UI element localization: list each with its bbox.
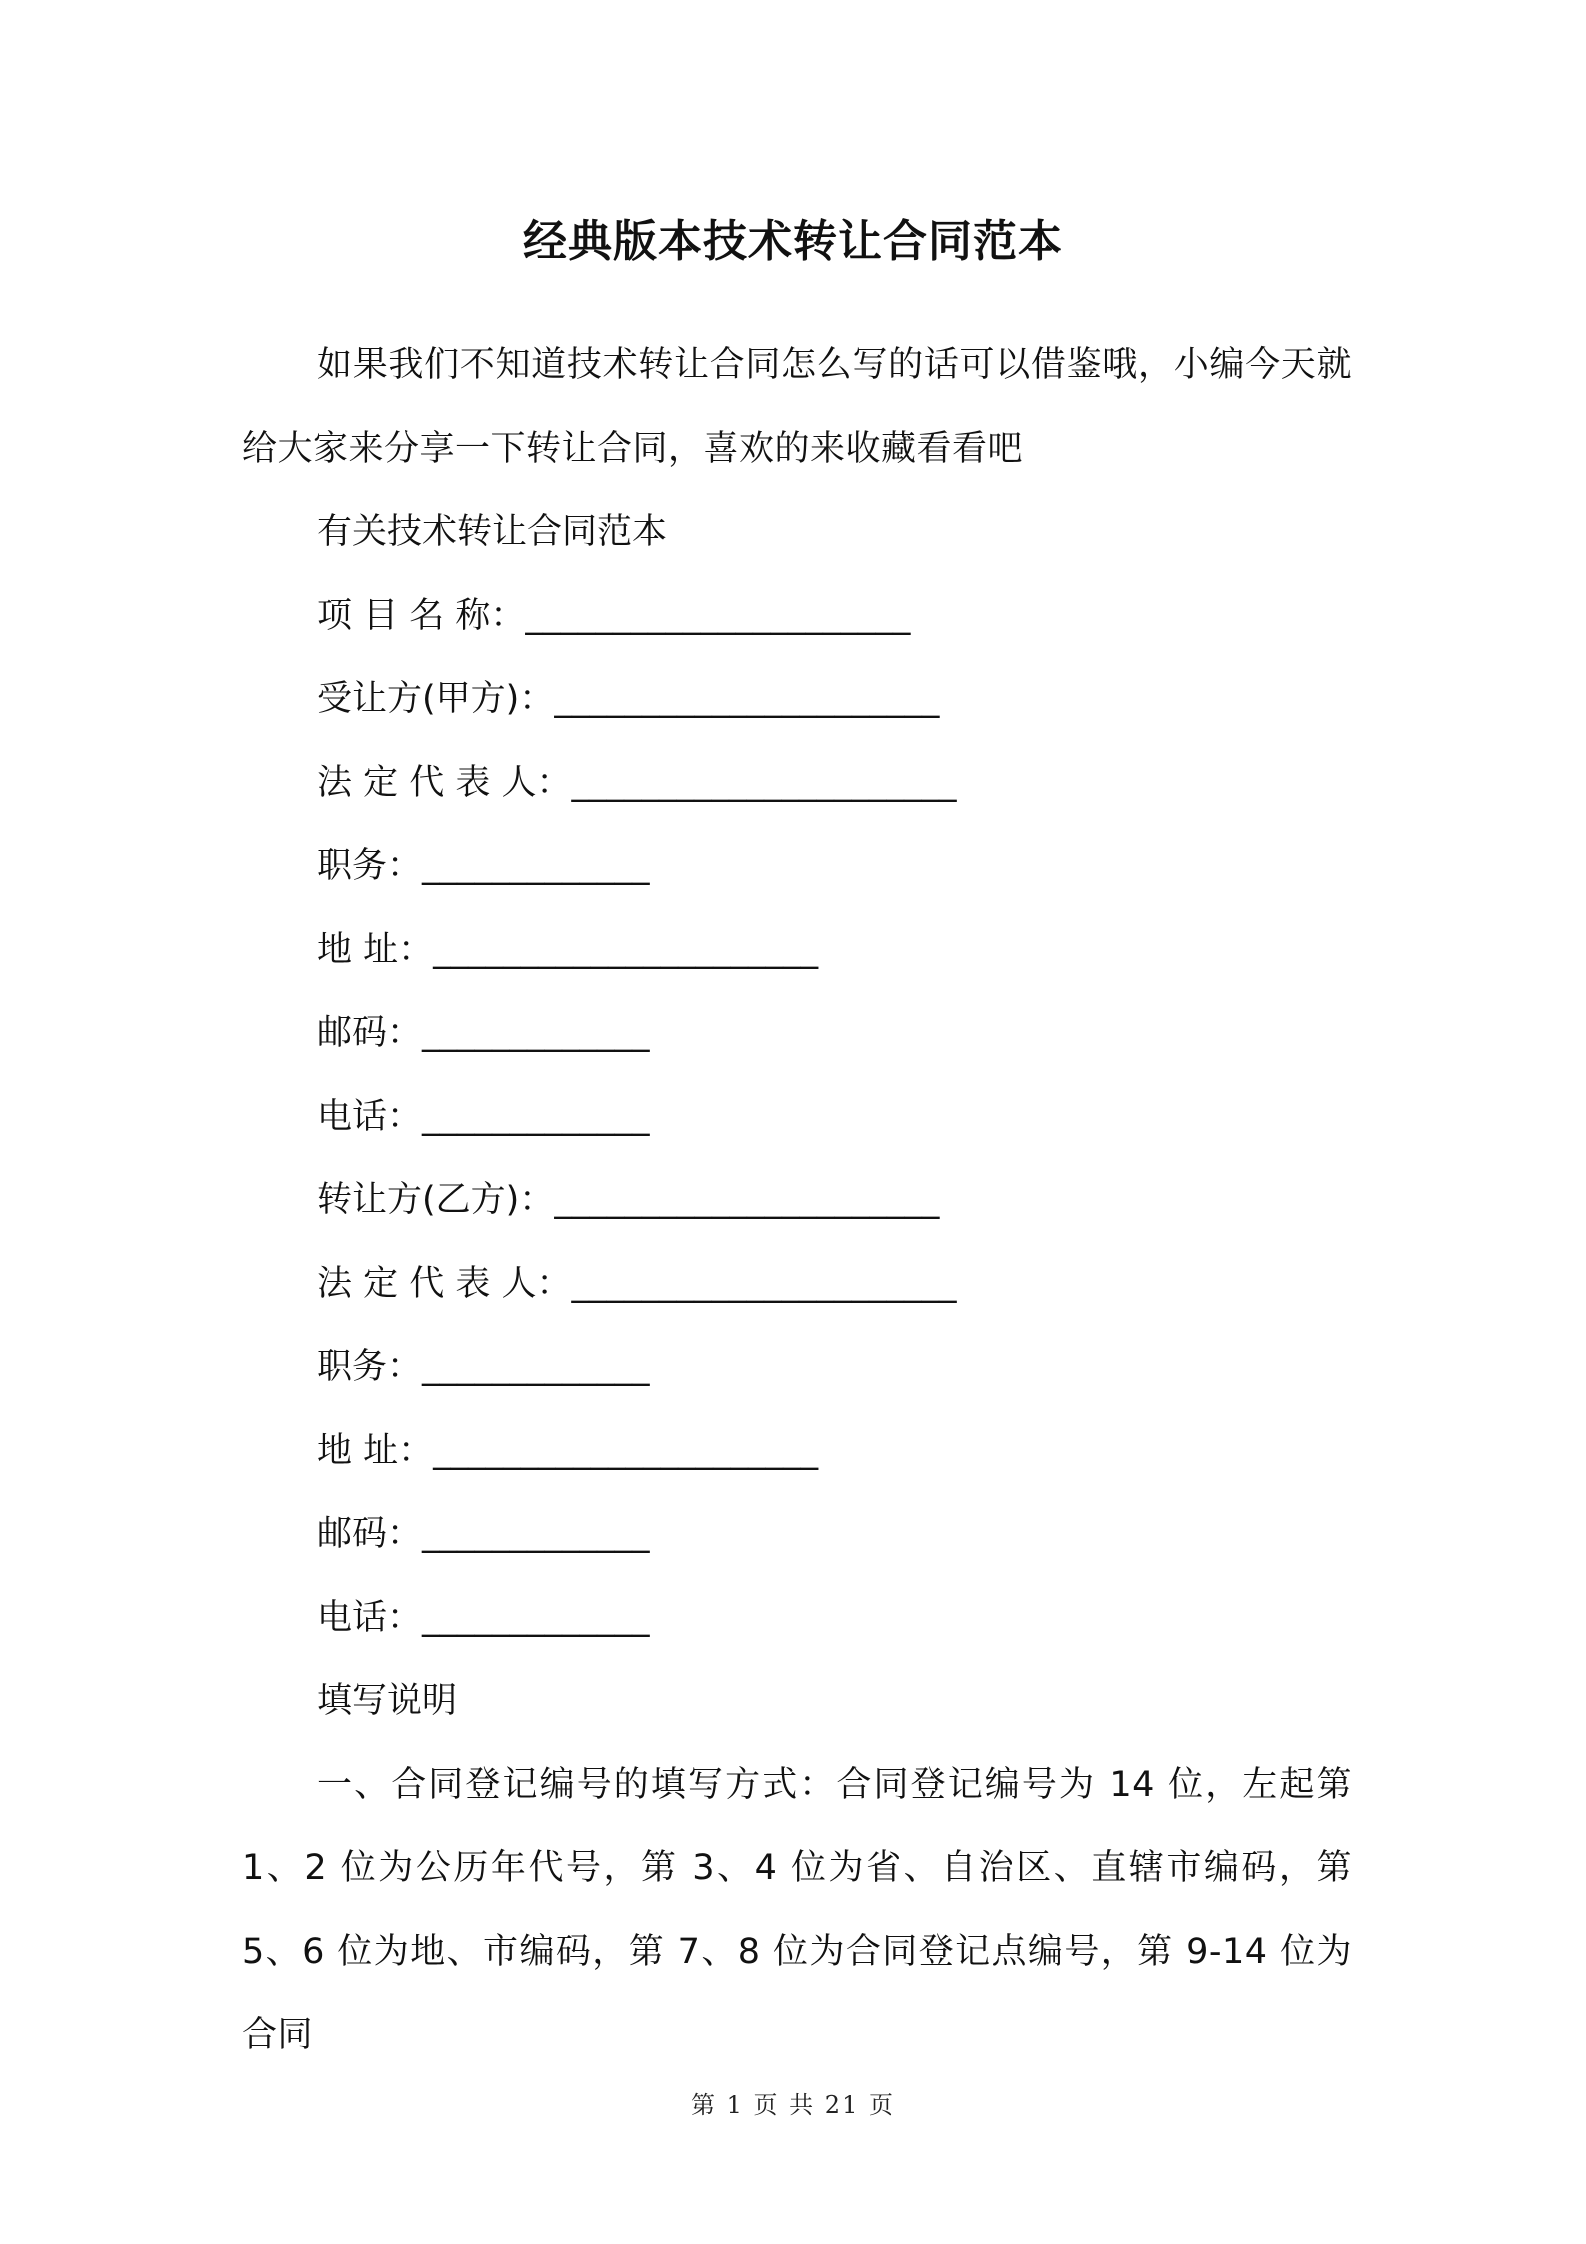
field-blank: _____________	[422, 1597, 650, 1638]
field-label: 职务：	[317, 846, 423, 886]
field-party-b	[242, 1159, 1352, 1243]
field-blank: _____________	[422, 1096, 650, 1137]
page-footer: 第 1 页 共 21 页	[691, 2091, 895, 2119]
field-party-a-representative	[242, 742, 1352, 826]
field-blank: ______________________	[433, 1430, 819, 1471]
field-label: 地 址：	[317, 1430, 434, 1471]
field-party-b-representative	[242, 1243, 1352, 1327]
document-body	[242, 324, 1352, 2078]
contract-fields	[242, 575, 1352, 1661]
field-label: 法 定 代 表 人：	[317, 1263, 572, 1304]
field-label: 地 址：	[317, 929, 434, 970]
field-label: 转让方(乙方)：	[317, 1180, 555, 1220]
field-label: 项 目 名 称：	[317, 595, 526, 636]
field-party-a-address	[242, 909, 1352, 993]
field-blank: ______________________	[554, 1180, 940, 1220]
field-party-a-position	[242, 825, 1352, 909]
field-party-a-postcode	[242, 992, 1352, 1076]
field-blank: ______________________	[433, 929, 819, 970]
field-blank: _____________	[422, 1347, 650, 1387]
document-title: 经典版本技术转让合同范本	[523, 216, 1063, 267]
field-project-name	[242, 575, 1352, 659]
field-party-b-postcode	[242, 1493, 1352, 1577]
instruction-paragraph-1: 一、合同登记编号的填写方式：合同登记编号为 14 位，左起第 1、2 位为公历年代号，第 3、4 位为省、自治区、直辖市编码，第 5、6 位为地、市编码，第 7、8 位为合同登记点编号，第 9-14 位为合同	[242, 1764, 1352, 2055]
intro-paragraph: 如果我们不知道技术转让合同怎么写的话可以借鉴哦，小编今天就给大家来分享一下转让合同，喜欢的来收藏看看吧	[242, 345, 1352, 469]
field-blank: ______________________	[571, 762, 957, 803]
field-blank: _____________	[422, 1013, 650, 1053]
section-heading: 有关技术转让合同范本	[317, 512, 668, 552]
field-party-b-position	[242, 1326, 1352, 1410]
field-party-b-address	[242, 1410, 1352, 1494]
field-label: 邮码：	[317, 1514, 423, 1554]
field-label: 邮码：	[317, 1013, 423, 1053]
field-label: 法 定 代 表 人：	[317, 762, 572, 803]
field-label: 电话：	[317, 1597, 423, 1638]
field-label: 受让方(甲方)：	[317, 679, 555, 719]
field-blank: ______________________	[554, 679, 940, 719]
field-label: 电话：	[317, 1096, 423, 1137]
field-blank: _____________	[422, 1514, 650, 1554]
field-blank: ______________________	[525, 595, 911, 636]
field-blank: ______________________	[571, 1263, 957, 1304]
field-party-b-phone	[242, 1577, 1352, 1661]
field-blank: _____________	[422, 846, 650, 886]
field-party-a	[242, 658, 1352, 742]
field-party-a-phone	[242, 1076, 1352, 1160]
field-label: 职务：	[317, 1347, 423, 1387]
instructions-heading: 填写说明	[317, 1681, 458, 1721]
